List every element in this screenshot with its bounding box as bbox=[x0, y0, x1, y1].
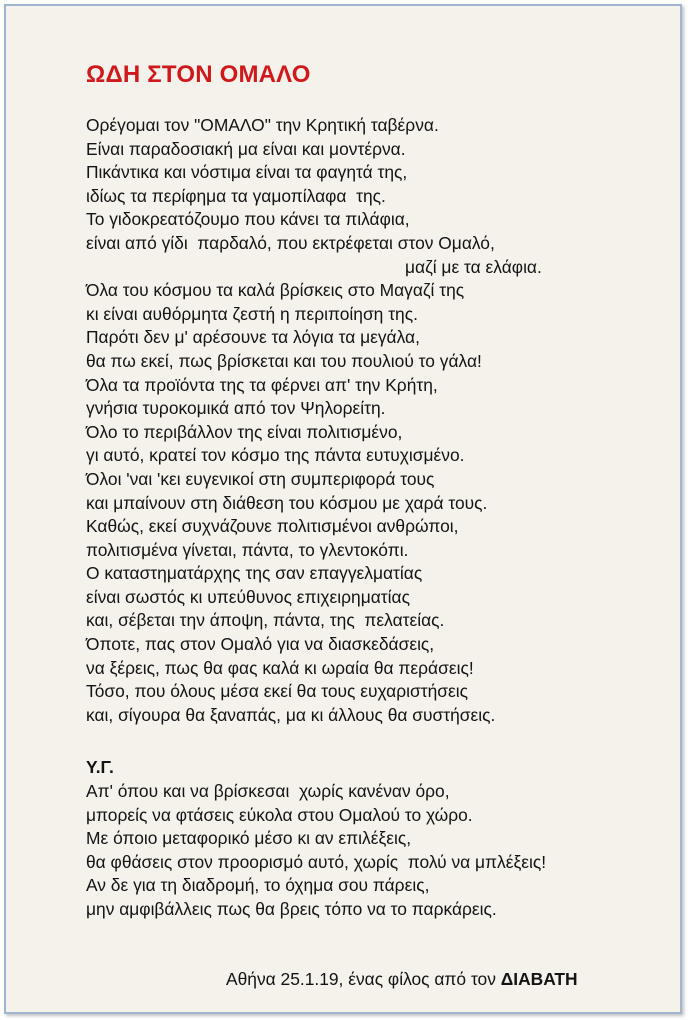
postscript-line: μην αμφιβάλλεις πως θα βρεις τόπο να το παρκάρεις. bbox=[86, 898, 497, 919]
poem-line: Καθώς, εκεί συχνάζουνε πολιτισμένοι ανθρώποι, bbox=[86, 516, 459, 537]
postscript-line: Αν δε για τη διαδρομή, το όχημα σου πάρεις, bbox=[86, 875, 430, 896]
poem-line: Παρότι δεν μ' αρέσουνε τα λόγια τα μεγάλα, bbox=[86, 327, 420, 348]
poem-line: θα πω εκεί, πως βρίσκεται και του πουλιού το γάλα! bbox=[86, 350, 482, 371]
poem-line: είναι από γίδι παρδαλό, που εκτρέφεται στον Ομαλό, bbox=[86, 232, 495, 253]
postscript bbox=[86, 756, 546, 922]
poem-title: ΩΔΗ ΣΤΟΝ ΟΜΑΛΟ bbox=[86, 61, 311, 88]
poem-line: Πικάντικα και νόστιμα είναι τα φαγητά της, bbox=[86, 162, 408, 183]
poem-line: γνήσια τυροκομικά από τον Ψηλορείτη. bbox=[86, 398, 386, 419]
postscript-line: μπορείς να φτάσεις εύκολα στου Ομαλού το χώρο. bbox=[86, 804, 473, 825]
poem-line: Όλα τα προϊόντα της τα φέρνει απ' την Κρήτη, bbox=[86, 374, 438, 395]
poem-line: και μπαίνουν στη διάθεση του κόσμου με χαρά τους. bbox=[86, 492, 488, 513]
postscript-line: Απ' όπου και να βρίσκεσαι χωρίς κανέναν όρο, bbox=[86, 781, 450, 801]
signature bbox=[226, 969, 578, 990]
signature-text: Αθήνα 25.1.19, ένας φίλος από τον bbox=[226, 969, 501, 989]
poem-line: Το γιδοκρεατόζουμο που κάνει τα πιλάφια, bbox=[86, 209, 410, 230]
poem-line: κι είναι αυθόρμητα ζεστή η περιποίηση της. bbox=[86, 303, 418, 324]
document-page bbox=[4, 4, 682, 1014]
poem-line: Όλοι 'ναι 'κει ευγενικοί στη συμπεριφορά τους bbox=[86, 468, 435, 489]
poem-line: είναι σωστός κι υπεύθυνος επιχειρηματίας bbox=[86, 586, 410, 607]
poem-line: Όλα του κόσμου τα καλά βρίσκεις στο Μαγαζί της bbox=[86, 280, 465, 301]
poem-line: Ορέγομαι τον "ΟΜΑΛΟ" την Κρητική ταβέρνα. bbox=[86, 115, 439, 135]
poem-line: Όλο το περιβάλλον της είναι πολιτισμένο, bbox=[86, 421, 403, 442]
signature-name: ΔΙΑΒΑΤΗ bbox=[500, 969, 578, 989]
poem-line: να ξέρεις, πως θα φας καλά κι ωραία θα περάσεις! bbox=[86, 657, 474, 678]
postscript-line: θα φθάσεις στον προορισμό αυτό, χωρίς πολύ να μπλέξεις! bbox=[86, 851, 547, 872]
poem-line: Τόσο, που όλους μέσα εκεί θα τους ευχαριστήσεις bbox=[86, 681, 468, 702]
postscript-line: Με όποιο μεταφορικό μέσο κι αν επιλέξεις, bbox=[86, 828, 412, 849]
poem-line: ιδίως τα περίφημα τα γαμοπίλαφα της. bbox=[86, 185, 386, 206]
poem-line: γι αυτό, κρατεί τον κόσμο της πάντα ευτυχισμένο. bbox=[86, 445, 465, 466]
poem-body bbox=[86, 114, 542, 727]
postscript-lines bbox=[86, 780, 546, 922]
poem-line: Ο καταστηματάρχης της σαν επαγγελματίας bbox=[86, 563, 423, 584]
poem-line: και, σίγουρα θα ξαναπάς, μα κι άλλους θα συστήσεις. bbox=[86, 704, 496, 725]
poem-line: πολιτισμένα γίνεται, πάντα, το γλεντοκόπι. bbox=[86, 539, 409, 560]
poem-line: μαζί με τα ελάφια. bbox=[405, 256, 542, 277]
postscript-heading: Υ.Γ. bbox=[86, 757, 114, 777]
poem-line: και, σέβεται την άποψη, πάντα, της πελατείας. bbox=[86, 610, 445, 631]
poem-line: Είναι παραδοσιακή μα είναι και μοντέρνα. bbox=[86, 138, 406, 159]
poem-line: Όποτε, πας στον Ομαλό για να διασκεδάσεις, bbox=[86, 634, 435, 655]
